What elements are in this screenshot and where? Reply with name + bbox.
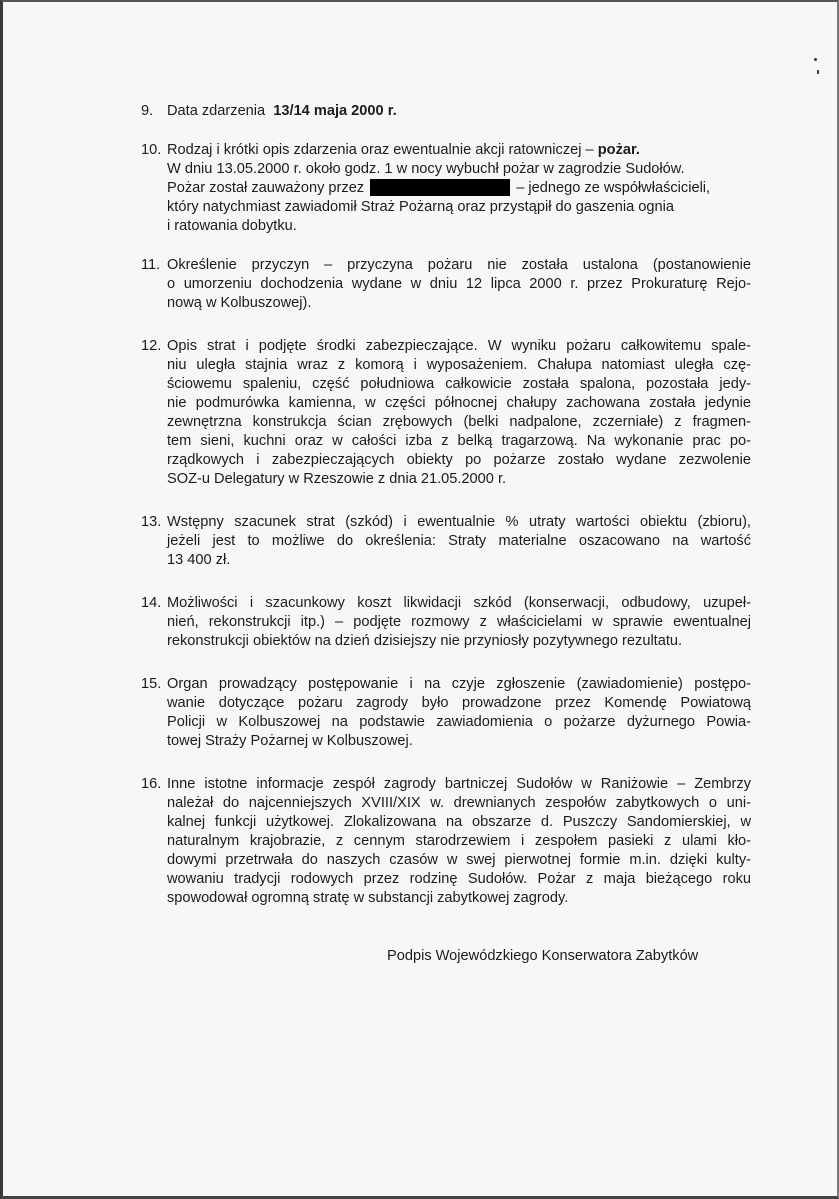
- text-line: o umorzeniu dochodzenia wydane w dniu 12 lipca 2000 r. przez Prokuraturę Rejo-: [167, 276, 751, 292]
- text-fragment: Pożar został zauważony przez: [167, 180, 365, 196]
- item-number: 14.: [141, 595, 162, 611]
- item-number: 10.: [141, 142, 162, 158]
- item-12: [141, 337, 751, 489]
- text-line: niu uległa stajnia wraz z komorą i wyposażeniem. Chałupa natomiast uległa czę-: [167, 357, 751, 373]
- text-line: dowymi przetrwała do naszych czasów w swej pierwotnej formie m.in. dzięki kulty-: [167, 852, 751, 868]
- item-13: [141, 513, 751, 570]
- item-10: [141, 141, 751, 236]
- item-number: 15.: [141, 676, 162, 692]
- item-label: Rodzaj i krótki opis zdarzenia oraz ewentualnie akcji ratowniczej –: [167, 142, 594, 158]
- text-line: nową w Kolbuszowej).: [167, 295, 312, 311]
- text-line: Organ prowadzący postępowanie i na czyje zgłoszenie (zawiadomienie) postępo-: [167, 676, 751, 692]
- item-15: [141, 675, 751, 751]
- text-line: Wstępny szacunek strat (szkód) i ewentualnie % utraty wartości obiektu (zbioru),: [167, 514, 751, 530]
- text-line: Możliwości i szacunkowy koszt likwidacji szkód (konserwacji, odbudowy, uzupeł-: [167, 595, 751, 611]
- text-line: nień, rekonstrukcji itp.) – podjęte rozmowy z właścicielami w sprawie ewentualnej: [167, 614, 751, 630]
- item-number: 12.: [141, 338, 162, 354]
- document-body: [141, 102, 751, 908]
- text-line: tem sieni, kuchni oraz w całości izba z belką tragarzową. Na wykonanie prac po-: [167, 433, 751, 449]
- scan-speck: [814, 58, 817, 61]
- text-line: wowaniu tradycji rodowych przez rodzinę Sudołów. Pożar z maja bieżącego roku: [167, 871, 751, 887]
- text-line: zewnętrzna konstrukcja ścian zrębowych (belki nadpalone, zczerniałe) z fragmen-: [167, 414, 751, 430]
- text-line: spowodował ogromną stratę w substancji zabytkowej zagrody.: [167, 890, 569, 906]
- item-14: [141, 594, 751, 651]
- item-number: 16.: [141, 776, 162, 792]
- text-line: W dniu 13.05.2000 r. około godz. 1 w nocy wybuchł pożar w zagrodzie Sudołów.: [167, 161, 685, 177]
- text-line: Policji w Kolbuszowej na podstawie zawiadomienia o pożarze dyżurnego Powia-: [167, 714, 751, 730]
- text-line: ściowemu spaleniu, część południowa całkowicie została spalona, pozostała jedy-: [167, 376, 751, 392]
- text-line: który natychmiast zawiadomił Straż Pożarną oraz przystąpił do gaszenia ognia: [167, 199, 674, 215]
- item-16: [141, 775, 751, 908]
- text-line: i ratowania dobytku.: [167, 218, 297, 234]
- loss-estimate: 13 400 zł.: [167, 552, 231, 568]
- text-fragment: – jednego ze współwłaścicieli,: [516, 180, 711, 196]
- item-label: Data zdarzenia: [167, 103, 266, 119]
- text-line: Inne istotne informacje zespół zagrody bartniczej Sudołów w Raniżowie – Zembrzy: [167, 776, 751, 792]
- text-line: należał do najcenniejszych XVIII/XIX w. drewnianych zespołów zabytkowych o uni-: [167, 795, 751, 811]
- text-line: towej Straży Pożarnej w Kolbuszowej.: [167, 733, 413, 749]
- text-line: rekonstrukcji obiektów na dzień dzisiejszy nie przyniosły pozytywnego rezultatu.: [167, 633, 683, 649]
- item-number: 9.: [141, 103, 154, 119]
- text-line: jeżeli jest to możliwe do określenia: Straty materialne oszacowano na wartość: [167, 533, 751, 549]
- text-line: naturalnym krajobrazie, z cennym starodrzewiem i zespołem pasieki z ulami kło-: [167, 833, 751, 849]
- text-line: rządkowych i zabezpieczających obiekty po pożarze zostało wydane zezwolenie: [167, 452, 751, 468]
- signature-line: Podpis Wojewódzkiego Konserwatora Zabytków: [387, 948, 699, 964]
- text-line: wanie dotyczące pożaru zagrody było prowadzone przez Komendę Powiatową: [167, 695, 751, 711]
- text-line: Określenie przyczyn – przyczyna pożaru nie została ustalona (postanowienie: [167, 257, 751, 273]
- item-number: 11.: [141, 257, 161, 273]
- redaction-bar: [370, 179, 510, 196]
- text-line: SOZ-u Delegatury w Rzeszowie z dnia 21.05.2000 r.: [167, 471, 507, 487]
- event-date: 13/14 maja 2000 r.: [273, 103, 397, 119]
- scan-speck: [817, 70, 819, 74]
- event-type: pożar.: [597, 142, 640, 158]
- item-number: 13.: [141, 514, 162, 530]
- text-line: kalnej funkcji użytkowej. Zlokalizowana na obszarze d. Puszczy Sandomierskiej, w: [167, 814, 751, 830]
- item-9: [141, 102, 751, 121]
- text-line: nie podmurówka kamienna, w części północnej chałupy zachowana została jedynie: [167, 395, 751, 411]
- text-line: Opis strat i podjęte środki zabezpieczające. W wyniku pożaru całkowitemu spale-: [167, 338, 751, 354]
- item-11: [141, 256, 751, 313]
